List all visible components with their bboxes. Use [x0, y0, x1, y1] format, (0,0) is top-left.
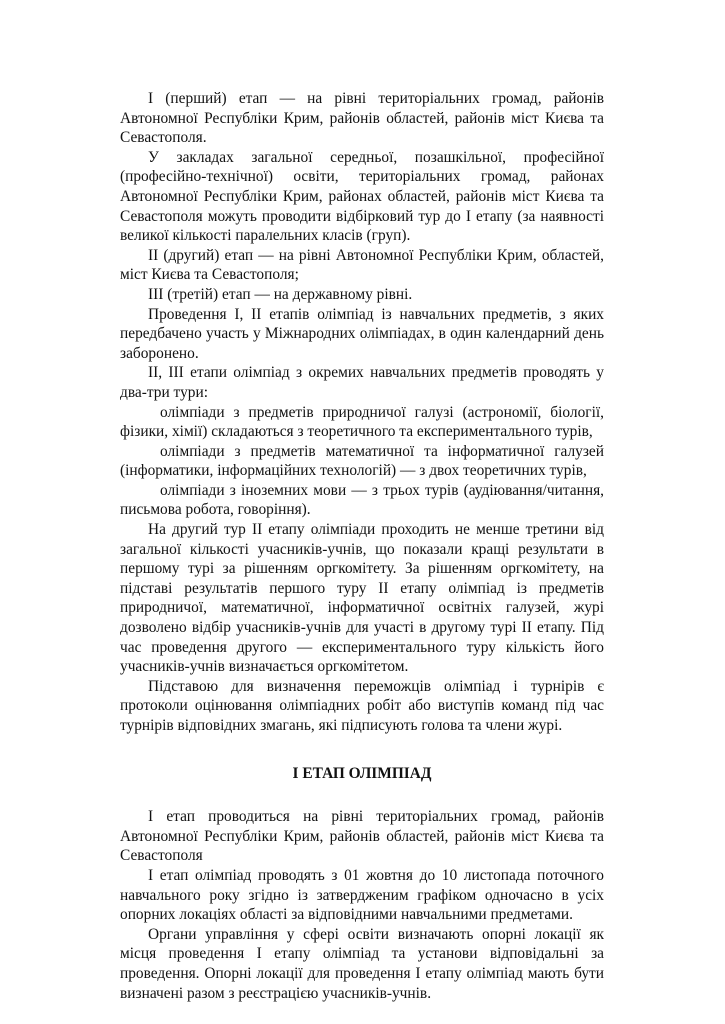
paragraph-support-locations: Органи управління у сфері освіти визначають опорні локації як місця проведення I етапу олімпіад та установи відповідальні за проведення. Опорні локації для проведення I етапу олімпіад мають бути визначені разом з реєстрацією учасників-учнів. [120, 925, 604, 1002]
list-item-natural-sciences: олімпіади з предметів природничої галузі (астрономії, біології, фізики, хімії) складаються з теоретичного та експериментального турів, [120, 403, 604, 441]
list-item-math-informatics: олімпіади з предметів математичної та інформатичної галузей (інформатики, інформаційних технологій) — з двох теоретичних турів, [120, 442, 604, 480]
section-title: I ЕТАП ОЛІМПІАД [292, 764, 432, 782]
paragraph-stage-1-dates: I етап олімпіад проводять з 01 жовтня до 10 листопада поточного навчального року згідно із затвердженим графіком одночасно в усіх опорних локаціях області за відповідними навчальними предметами. [120, 866, 604, 924]
paragraph-winners-basis: Підставою для визначення переможців олімпіад і турнірів є протоколи оцінювання олімпіадних робіт або виступів команд під час турнірів відповідних змагань, які підписують голова та члени журі. [120, 677, 604, 734]
document-page [120, 89, 604, 1003]
paragraph-second-tour: На другий тур II етапу олімпіади проходить не менше третини від загальної кількості учасників-учнів, що показали кращі результати в першому турі за рішенням оргкомітету. За рішенням оргкомітету, на підставі результатів першого туру II етапу олімпіад із предметів природничої, математичної, інформатичної освітніх галузей, журі дозволено відбір учасників-учнів для участі в другому турі II етапу. Під час проведення другого — експериментального туру кількість його учасників-учнів визначається оргкомітетом. [120, 521, 604, 676]
paragraph-qualifying-round: У закладах загальної середньої, позашкільної, професійної (професійно-технічної) освіти, територіальних громад, районах Автономної Республіки Крим, районах областей, районів міст Києва та Севастополя можуть проводити відбірковий тур до I етапу (за наявності великої кількості паралельних класів (груп). [120, 148, 604, 245]
paragraph-same-day-ban: Проведення I, II етапів олімпіад із навчальних предметів, з яких передбачено участь у Міжнародних олімпіадах, в один календарний день заборонено. [120, 305, 604, 362]
paragraph-stage-3: III (третій) етап — на державному рівні. [148, 285, 413, 303]
paragraph-stage-1-level: I етап проводиться на рівні територіальних громад, районів Автономної Республіки Крим, районів областей, районів міст Києва та Севастополя [120, 808, 604, 865]
paragraph-tours-intro: II, III етапи олімпіад з окремих навчальних предметів проводять у два-три тури: [120, 364, 604, 401]
list-item-foreign-languages: олімпіади з іноземних мови — з трьох турів (аудіювання/читання, письмова робота, говоріння). [120, 481, 604, 519]
paragraph-stage-2: II (другий) етап — на рівні Автономної Республіки Крим, областей, міст Києва та Севастополя; [120, 246, 604, 284]
paragraph-stage-1: I (перший) етап — на рівні територіальних громад, районів Автономної Республіки Крим, районів областей, районів міст Києва та Севастополя. [120, 90, 604, 147]
